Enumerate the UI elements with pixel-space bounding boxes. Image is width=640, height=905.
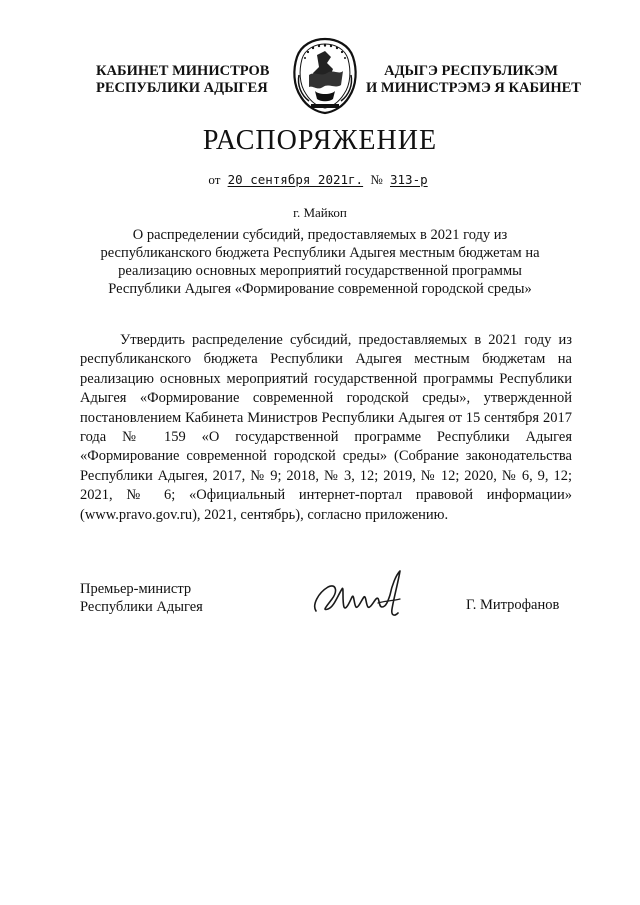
issuer-line: КАБИНЕТ МИНИСТРОВ [96,63,270,79]
issuer-name-adyghe [366,63,581,97]
signatory-title-line: Республики Адыгея [80,599,203,615]
signatory-title-line: Премьер-министр [80,581,192,597]
document-city: г. Майкоп [293,205,347,220]
issuer-line: И МИНИСТРЭМЭ Я КАБИНЕТ [366,80,581,96]
document-type: РАСПОРЯЖЕНИЕ [202,125,438,156]
issuer-line: АДЫГЭ РЕСПУБЛИКЭМ [384,63,558,79]
date-prefix: от [208,172,221,187]
signatory-name: Г. Митрофанов [466,597,560,613]
number-prefix: № [370,172,383,187]
document-date-number [0,172,640,188]
issuer-name-russian [96,63,270,97]
document-number: 313-р [390,172,428,187]
document-subject: О распределении субсидий, предоставляемых в 2021 году из республиканского бюджета Республики Адыгея местным бюджетам на реализацию основных мероприятий государственной программы Республики Адыгея «Формирование современной городской среды» [100,227,540,297]
document-body: Утвердить распределение субсидий, предоставляемых в 2021 году из республиканского бюджета Республики Адыгея местным бюджетам на реализацию основных мероприятий государственной программы Республики Адыгея «Формирование современной городской среды», утвержденной постановлением Кабинета Министров Республики Адыгея от 15 сентября 2017 года № 159 «О государственной программе Республики Адыгея «Формирование современной городской среды» (Собрание законодательства Республики Адыгея, 2017, № 9; 2018, № 3, 12; 2019, № 12; 2020, № 6, 9, 12; 2021, № 6; «Официальный интернет-портал правовой информации» (www.pravo.gov.ru), 2021, сентябрь), согласно приложению. [80,332,572,523]
document-date: 20 сентября 2021г. [227,172,364,187]
signatory-title [80,580,203,616]
issuer-line: РЕСПУБЛИКИ АДЫГЕЯ [96,80,268,96]
coat-of-arms-icon [287,35,363,115]
handwritten-signature-icon [308,565,408,625]
